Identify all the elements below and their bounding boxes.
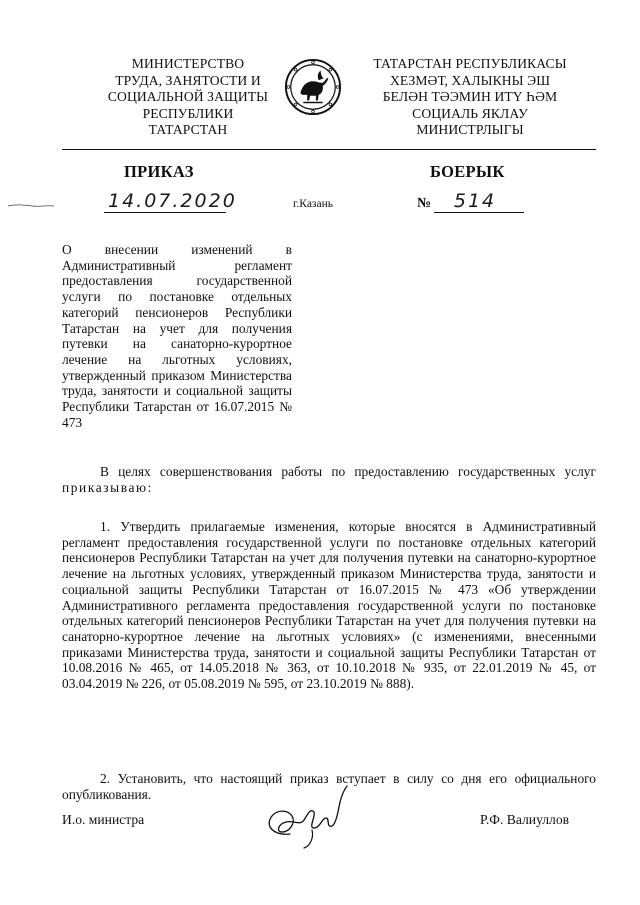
ministry-name-ru-line: РЕСПУБЛИКИ — [142, 105, 234, 121]
order-city: г.Казань — [293, 198, 333, 210]
ministry-name-tt-line: ХЕЗМӘТ, ХАЛЫКНЫ ЭШ — [389, 72, 551, 88]
ministry-name-tt-line: ТАТАРСТАН РЕСПУБЛИКАСЫ — [373, 56, 567, 71]
ministry-name-ru-line: ТРУДА, ЗАНЯТОСТИ И — [115, 72, 261, 88]
ministry-name-tt — [356, 56, 584, 139]
header-divider — [62, 149, 596, 150]
tatarstan-coat-of-arms-icon — [284, 58, 342, 116]
preamble — [62, 464, 596, 495]
order-date: 14.07.2020 — [108, 190, 237, 212]
signatory-name: Р.Ф. Валиуллов — [480, 812, 570, 827]
ministry-name-tt-line: СОЦИАЛЬ ЯКЛАУ — [412, 105, 528, 121]
order-title-tt: БОЕРЫК — [430, 162, 505, 181]
handwritten-signature — [252, 782, 352, 852]
number-sign: № — [417, 196, 432, 211]
ministry-name-ru-line: ТАТАРСТАН — [148, 122, 228, 137]
order-subject: О внесении изменений в Административный регламент предоставления государственной услуги по постановке отдельных категорий пенсионеров Республики Татарстан на учет для получения путевки на санаторно-курортное лечение на льготных условиях, утвержденный приказом Министерства труда, занятости и социальной защиты Республики Татарстан от 16.07.2015 № 473 — [62, 242, 292, 430]
ministry-name-tt-line: МИНИСТРЛЫГЫ — [416, 122, 524, 137]
order-word: приказываю: — [62, 479, 153, 495]
ministry-name-ru — [88, 56, 288, 139]
order-title-ru: ПРИКАЗ — [124, 162, 194, 181]
ministry-name-ru-line: МИНИСТЕРСТВО — [131, 56, 245, 71]
order-item-1: 1. Утвердить прилагаемые изменения, которые вносятся в Административный регламент предоставления государственной услуги по постановке отдельных категорий пенсионеров Республики Татарстан на учет для получения путевки на санаторно-курортное лечение на льготных условиях, утвержденный приказом Министерства труда, занятости и социальной защиты Республики Татарстан от 16.07.2015 № 473 «Об утверждении Административного регламента предоставления государственной услуги по постановке отдельных категорий пенсионеров Республики Татарстан на учет для получения путевки на санаторно-курортное лечение на льготных условиях» (с изменениями, внесенными приказами Министерства труда, занятости и социальной защиты Республики Татарстан от 10.08.2016 № 465, от 14.05.2018 № 363, от 10.10.2018 № 935, от 22.01.2019 № 45, от 03.04.2019 № 226, от 05.08.2019 № 595, от 23.10.2019 № 888). — [62, 519, 596, 692]
number-underline — [434, 212, 524, 213]
ministry-name-tt-line: БЕЛӘН ТӘЭМИН ИТҮ ҺӘМ — [382, 89, 558, 104]
date-underline — [104, 212, 226, 213]
signatory-position: И.о. министра — [62, 812, 145, 827]
order-item-2: 2. Установить, что настоящий приказ вступает в силу со дня его официального опубликования. — [62, 771, 596, 802]
order-number: 514 — [453, 190, 497, 212]
ministry-name-ru-line: СОЦИАЛЬНОЙ ЗАЩИТЫ — [107, 89, 269, 104]
margin-mark — [6, 200, 56, 210]
preamble-text: В целях совершенствования работы по предоставлению государственных услуг — [100, 464, 596, 479]
